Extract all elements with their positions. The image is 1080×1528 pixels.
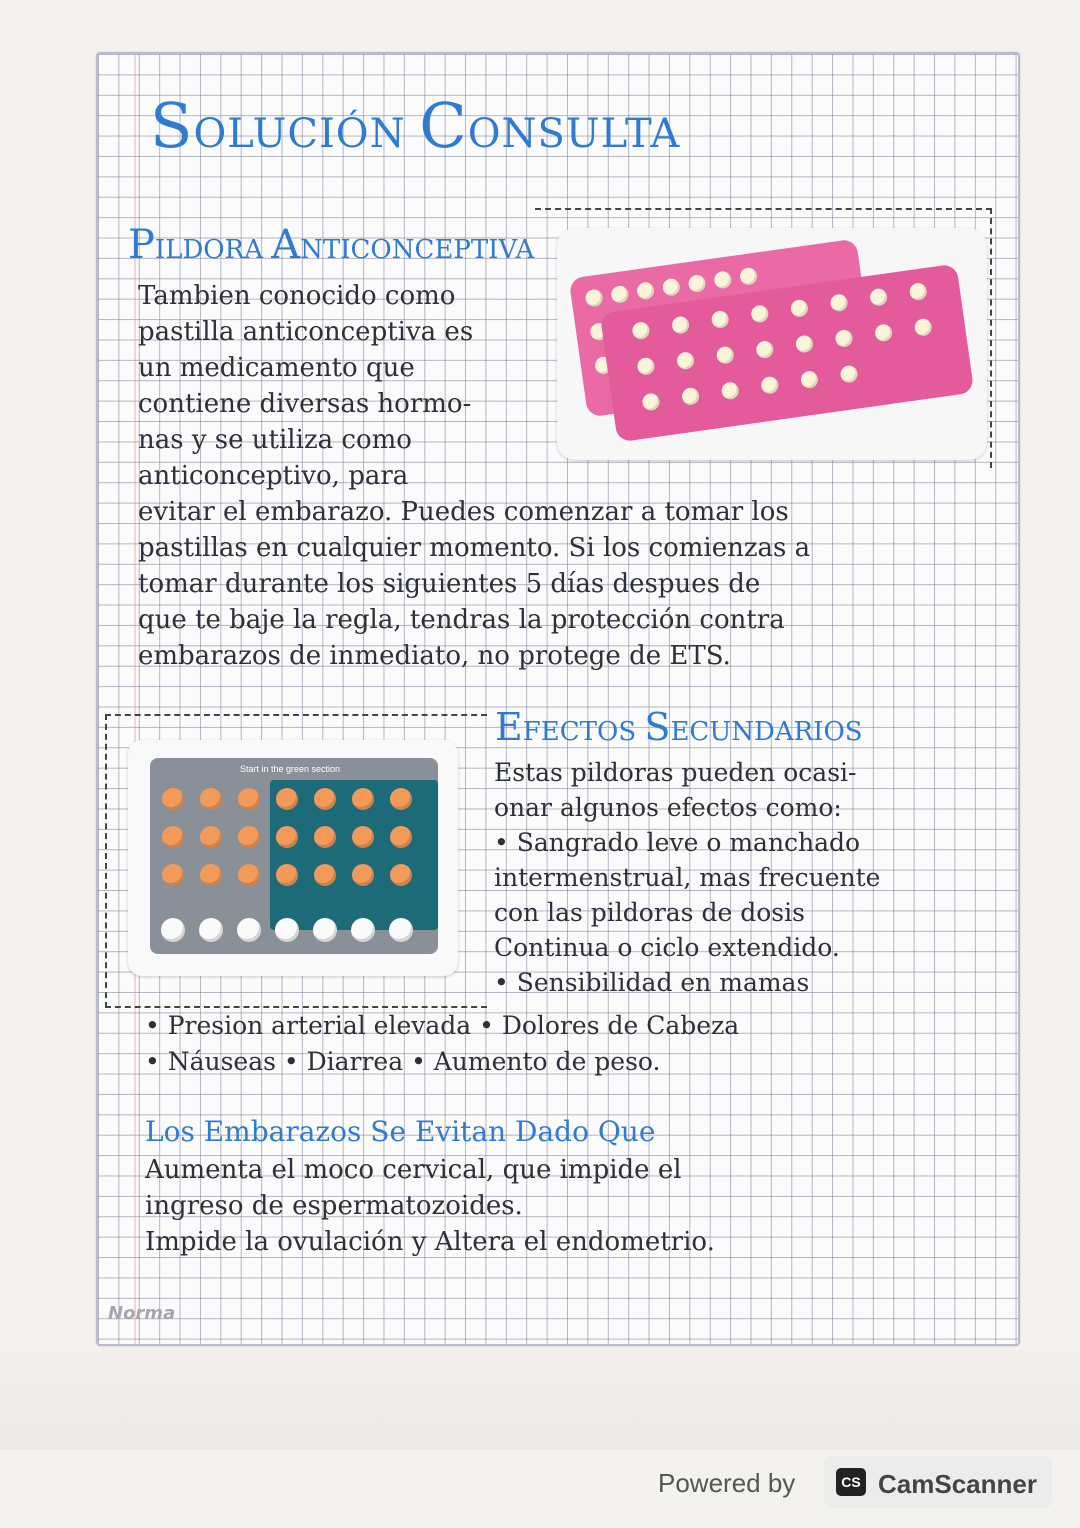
camscanner-logo-icon: CS [836,1468,866,1496]
heading-cap: E [495,705,523,749]
pill [200,864,222,886]
pill [760,376,779,395]
heading-word: FECTOS [522,717,637,747]
pill [641,392,660,411]
text-line: onar algunos efectos como: [494,793,842,822]
heading-word: ILDORA [154,235,263,265]
pill [716,346,735,365]
pill [390,864,412,886]
pill [636,357,655,376]
text-line: Continua o ciclo extendido. [494,933,840,962]
title-cap-c: C [419,89,468,162]
pill [584,288,603,307]
pill [839,364,858,383]
pill [238,826,260,848]
pill [276,788,298,810]
pack-label: Start in the green section [240,764,341,774]
pill [834,329,853,348]
pill [662,278,681,297]
paragraph-efectos [494,755,880,1000]
pill [914,318,933,337]
section-heading-pildora [128,222,534,268]
pill [800,370,819,389]
text-line: contiene diversas hormo- [138,389,472,419]
pill [352,826,374,848]
text-line: tomar durante los siguientes 5 días despues de [138,569,761,599]
pill [687,274,706,293]
pill [314,826,336,848]
pill [750,304,769,323]
text-line: • Sensibilidad en mamas [494,968,810,997]
pill [721,381,740,400]
page-title [150,89,681,162]
pill-blister-grey [150,758,438,954]
pill [711,310,730,329]
watermark-app-name: CamScanner [878,1469,1037,1499]
pill [389,918,413,942]
pill [161,918,185,942]
paragraph-pildora-wide [138,494,810,674]
pill [755,340,774,359]
text-line: Impide la ovulación y Altera el endometrio. [145,1227,715,1257]
pill-pack-photo-grey [128,740,458,976]
pill [610,285,629,304]
text-line: evitar el embarazo. Puedes comenzar a tomar los [138,497,789,527]
pill [631,321,650,340]
heading-word: NTICONCEPTIVA [300,235,535,265]
text-line: • Sangrado leve o manchado [494,828,861,857]
text-line: intermenstrual, mas frecuente [494,863,881,892]
title-word-1: OLUCIÓN [193,111,406,157]
pill [713,270,732,289]
text-line: un medicamento que [138,353,415,383]
text-line: pastilla anticonceptiva es [138,317,474,347]
pill [739,267,758,286]
pill [275,918,299,942]
text-line: embarazos de inmediato, no protege de ETS. [138,641,731,671]
heading-cap: P [128,222,155,268]
text-line: Aumenta el moco cervical, que impide el [145,1155,682,1185]
pill [636,281,655,300]
paragraph-efectos-wide [145,1008,739,1080]
pill-pack-photo-pink [557,228,987,460]
pill [200,826,222,848]
pill [199,918,223,942]
text-line: con las pildoras de dosis [494,898,805,927]
pill [909,282,928,301]
pill [351,918,375,942]
watermark-powered-by: Powered by [658,1468,796,1498]
pill [314,788,336,810]
pill [676,351,695,370]
text-line: Tambien conocido como [138,281,456,311]
text-line: anticonceptivo, para [138,461,409,491]
pill [390,788,412,810]
heading-word: ECUNDARIOS [670,717,863,747]
pill [162,826,184,848]
pill [790,299,809,318]
text-line: que te baje la regla, tendras la protección contra [138,605,785,635]
pill [874,323,893,342]
notebook-brand-logo: Norma [108,1303,176,1324]
paragraph-pildora-narrow [138,278,473,494]
pill [238,864,260,886]
pill [869,288,888,307]
text-line: nas y se utiliza como [138,425,412,455]
pill [829,293,848,312]
pill [390,826,412,848]
pill [314,864,336,886]
pill [237,918,261,942]
pill [681,387,700,406]
section-heading-efectos [495,705,863,749]
text-line: pastillas en cualquier momento. Si los comienzas a [138,533,811,563]
page-shadow [0,1350,1080,1450]
heading-cap: A [271,222,301,268]
text-line: ingreso de espermatozoides. [145,1191,523,1221]
pill [795,334,814,353]
text-line: • Náuseas • Diarrea • Aumento de peso. [145,1047,661,1076]
pill [238,788,260,810]
paragraph-embarazos [145,1152,715,1260]
pill [352,864,374,886]
pill [276,864,298,886]
pill [671,315,690,334]
pill [162,864,184,886]
section-heading-embarazos: Los Embarazos Se Evitan Dado Que [145,1115,656,1148]
pill [276,826,298,848]
text-line: • Presion arterial elevada • Dolores de Cabeza [145,1011,740,1040]
pill [200,788,222,810]
pill [313,918,337,942]
heading-cap: S [644,705,671,749]
pill [352,788,374,810]
text-line: Estas pildoras pueden ocasi- [494,758,857,787]
title-cap-s: S [150,89,194,162]
title-word-2: ONSULTA [467,111,681,157]
pill [162,788,184,810]
